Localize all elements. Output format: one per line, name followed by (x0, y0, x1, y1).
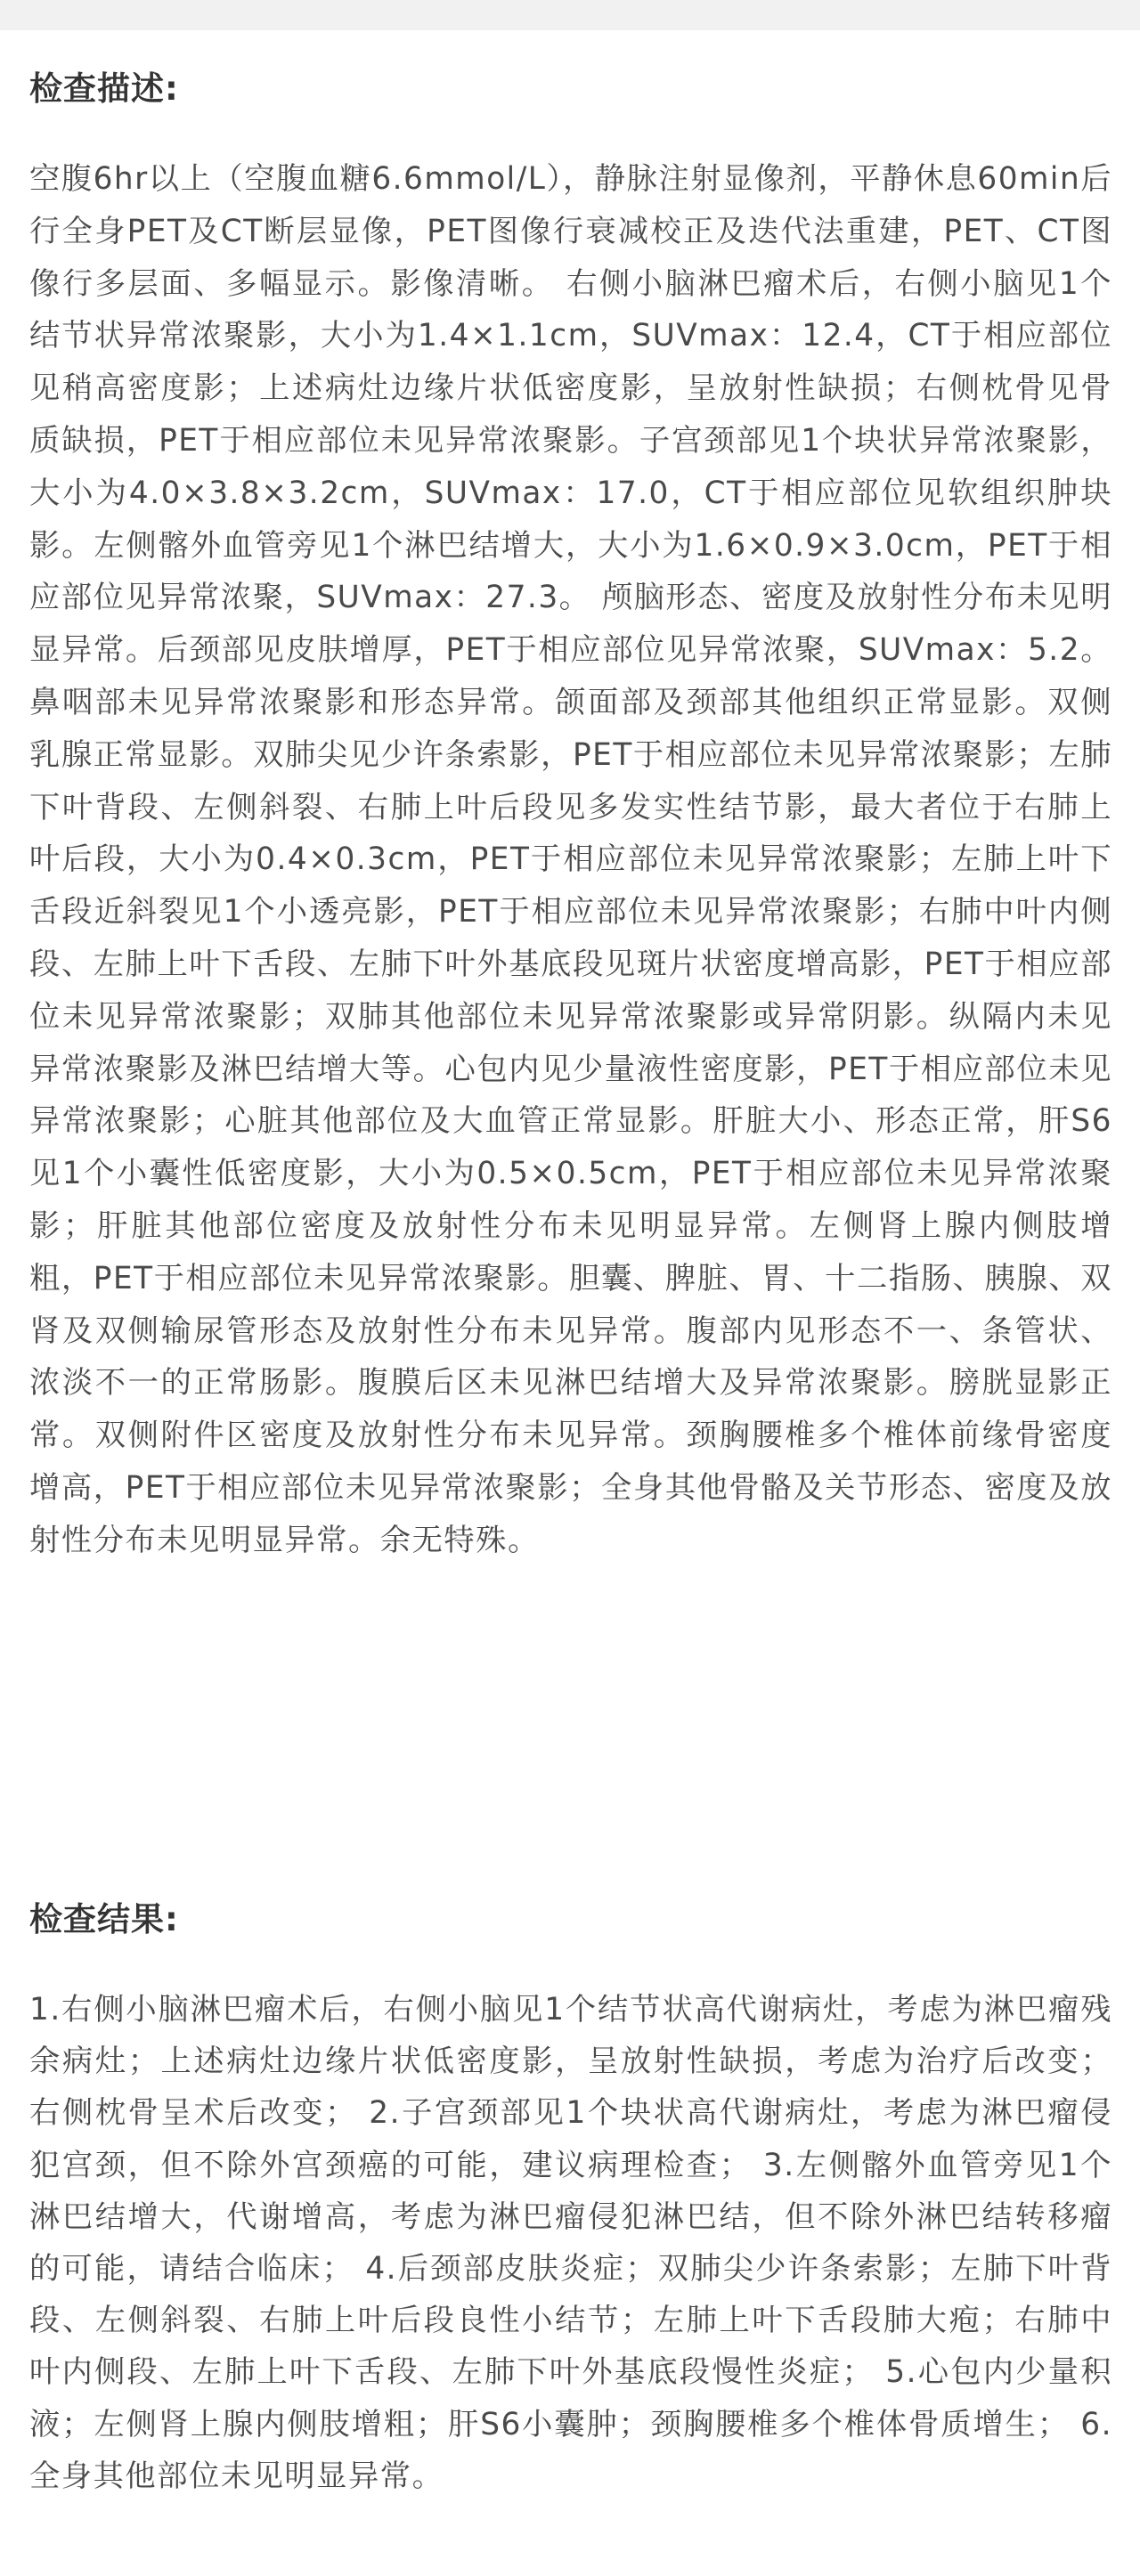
exam-description-heading: 检查描述: (29, 69, 179, 108)
exam-result-text: 1.右侧小脑淋巴瘤术后，右侧小脑见1个结节状高代谢病灶，考虑为淋巴瘤残余病灶；上述病灶边缘片状低密度影，呈放射性缺损，考虑为治疗后改变；右侧枕骨呈术后改变； 2.子宫颈部见1个块状高代谢病灶，考虑为淋巴瘤侵犯宫颈，但不除外宫颈癌的可能，建议病理检查； 3.左侧髂外血管旁见1个淋巴结增大，代谢增高，考虑为淋巴瘤侵犯淋巴结，但不除外淋巴结转移瘤的可能，请结合临床； 4.后颈部皮肤炎症；双肺尖少许条索影；左肺下叶背段、左侧斜裂、右肺上叶后段良性小结节；左肺上叶下舌段肺大疱；右肺中叶内侧段、左肺上叶下舌段、左肺下叶外基底段慢性炎症； 5.心包内少量积液；左侧肾上腺内侧肢增粗；肝S6小囊肿；颈胸腰椎多个椎体骨质增生； 6.全身其他部位未见明显异常。 (29, 1992, 1112, 2494)
exam-description-section (29, 64, 1112, 1567)
exam-result-section (29, 1895, 1112, 2502)
exam-result-heading: 检查结果: (29, 1900, 179, 1938)
exam-description-text: 空腹6hr以上（空腹血糖6.6mmol/L），静脉注射显像剂，平静休息60min后行全身PET及CT断层显像，PET图像行衰减校正及迭代法重建，PET、CT图像行多层面、多幅显示。影像清晰。 右侧小脑淋巴瘤术后，右侧小脑见1个结节状异常浓聚影，大小为1.4×1.1cm，SUVmax：12.4，CT于相应部位见稍高密度影；上述病灶边缘片状低密度影，呈放射性缺损；右侧枕骨见骨质缺损，PET于相应部位未见异常浓聚影。子宫颈部见1个块状异常浓聚影，大小为4.0×3.8×3.2cm，SUVmax：17.0，CT于相应部位见软组织肿块影。左侧髂外血管旁见1个淋巴结增大，大小为1.6×0.9×3.0cm，PET于相应部位见异常浓聚，SUVmax：27.3。 颅脑形态、密度及放射性分布未见明显异常。后颈部见皮肤增厚，PET于相应部位见异常浓聚，SUVmax：5.2。鼻咽部未见异常浓聚影和形态异常。颌面部及颈部其他组织正常显影。双侧乳腺正常显影。双肺尖见少许条索影，PET于相应部位未见异常浓聚影；左肺下叶背段、左侧斜裂、右肺上叶后段见多发实性结节影，最大者位于右肺上叶后段，大小为0.4×0.3cm，PET于相应部位未见异常浓聚影；左肺上叶下舌段近斜裂见1个小透亮影，PET于相应部位未见异常浓聚影；右肺中叶内侧段、左肺上叶下舌段、左肺下叶外基底段见斑片状密度增高影，PET于相应部位未见异常浓聚影；双肺其他部位未见异常浓聚影或异常阴影。纵隔内未见异常浓聚影及淋巴结增大等。心包内见少量液性密度影，PET于相应部位未见异常浓聚影；心脏其他部位及大血管正常显影。肝脏大小、形态正常，肝S6见1个小囊性低密度影，大小为0.5×0.5cm，PET于相应部位未见异常浓聚影；肝脏其他部位密度及放射性分布未见明显异常。左侧肾上腺内侧肢增粗，PET于相应部位未见异常浓聚影。胆囊、脾脏、胃、十二指肠、胰腺、双肾及双侧输尿管形态及放射性分布未见异常。腹部内见形态不一、条管状、浓淡不一的正常肠影。腹膜后区未见淋巴结增大及异常浓聚影。膀胱显影正常。双侧附件区密度及放射性分布未见异常。颈胸腰椎多个椎体前缘骨密度增高，PET于相应部位未见异常浓聚影；全身其他骨骼及关节形态、密度及放射性分布未见明显异常。余无特殊。 (29, 161, 1112, 1558)
top-bar (0, 0, 1140, 30)
